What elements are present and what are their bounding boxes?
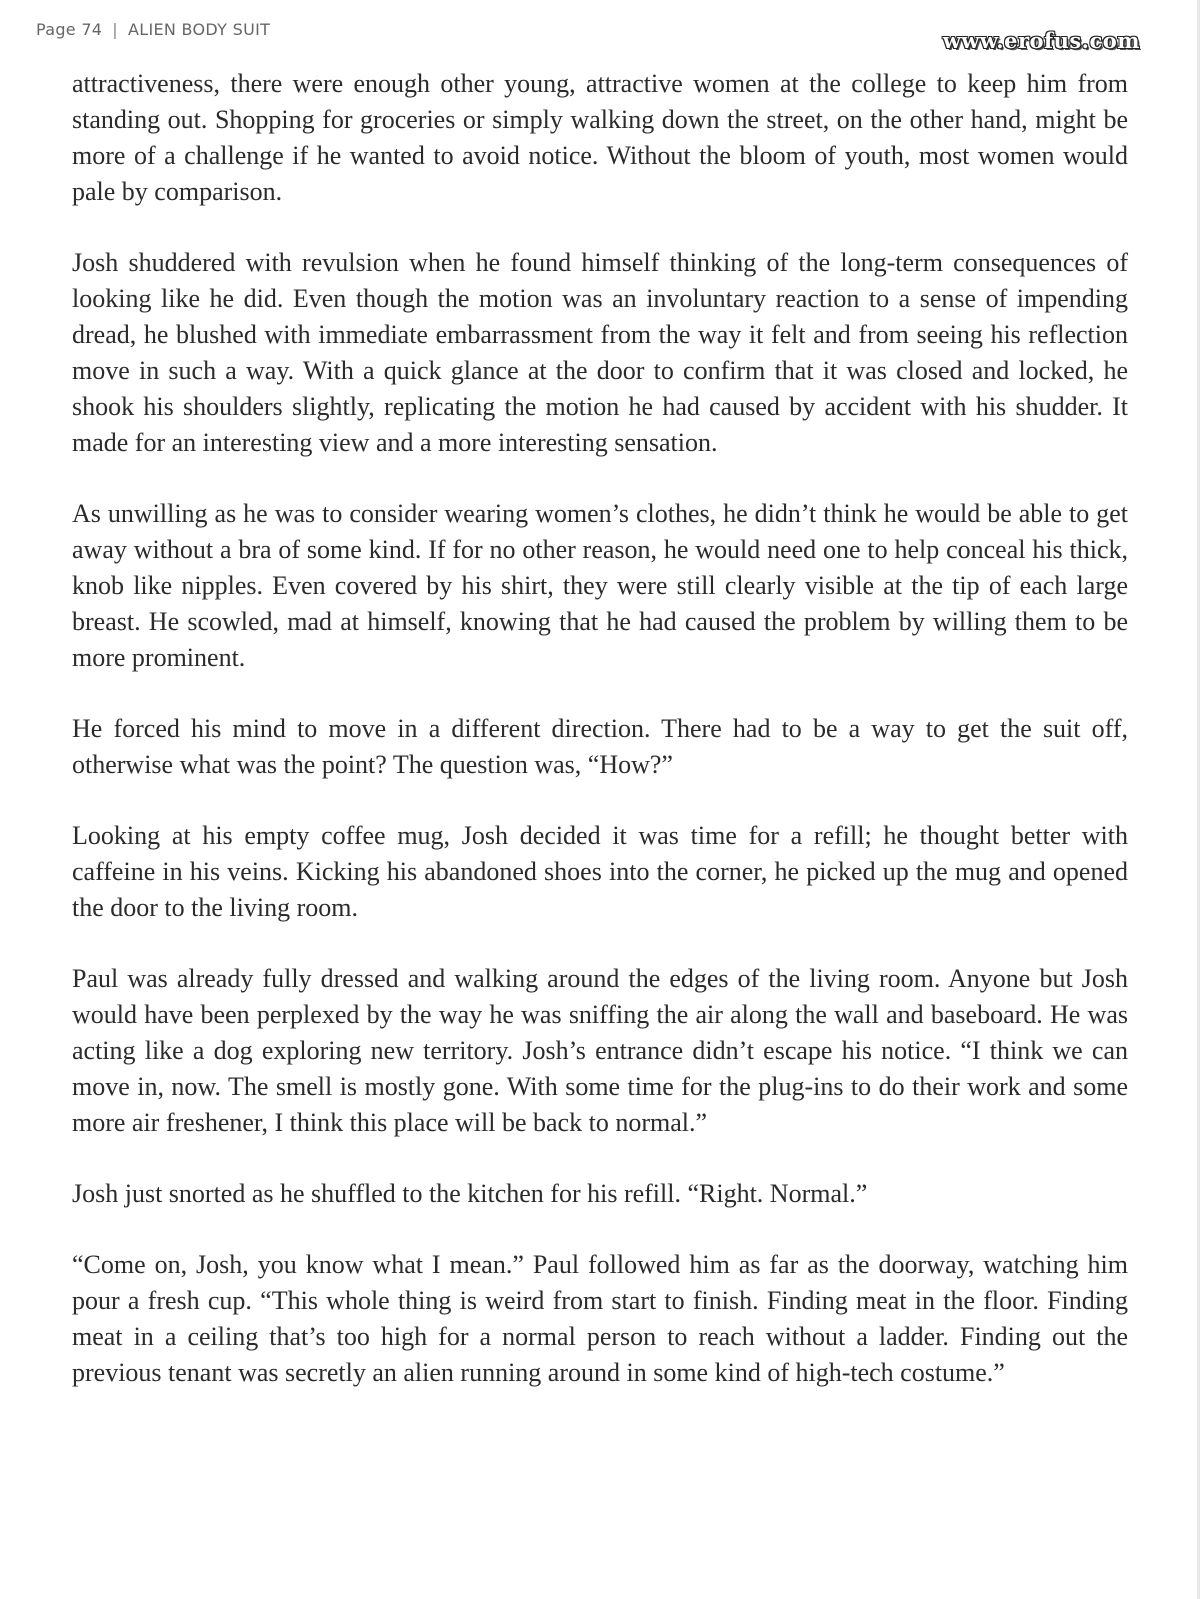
paragraph: Looking at his empty coffee mug, Josh decided it was time for a refill; he thought better with caffeine in his veins. Kicking his abandoned shoes into the corner, he picked up the mug and opened the door to the living room. [72, 821, 1128, 922]
site-watermark: www.erofus.com [942, 28, 1140, 53]
paragraph: attractiveness, there were enough other young, attractive women at the college to keep him from standing out. Shopping for groceries or simply walking down the street, on the other hand, might be more of a challenge if he wanted to avoid notice. Without the bloom of youth, most women would pale by comparison. [72, 69, 1128, 206]
paragraph: He forced his mind to move in a different direction. There had to be a way to get the suit off, otherwise what was the point? The question was, “How?” [72, 714, 1128, 779]
paragraph: Josh shuddered with revulsion when he found himself thinking of the long-term consequences of looking like he did. Even though the motion was an involuntary reaction to a sense of impending dread, he blushed with immediate embarrassment from the way it felt and from seeing his reflection move in such a way. With a quick glance at the door to confirm that it was closed and locked, he shook his shoulders slightly, replicating the motion he had caused by accident with his shudder. It made for an interesting view and a more interesting sensation. [72, 248, 1128, 457]
paragraph: Josh just snorted as he shuffled to the kitchen for his refill. “Right. Normal.” [72, 1179, 868, 1208]
book-title: ALIEN BODY SUIT [127, 20, 271, 39]
paragraph: Paul was already fully dressed and walking around the edges of the living room. Anyone but Josh would have been perplexed by the way he was sniffing the air along the wall and baseboard. He was acting like a dog exploring new territory. Josh’s entrance didn’t escape his notice. “I think we can move in, now. The smell is mostly gone. With some time for the plug-ins to do their work and some more air freshener, I think this place will be back to normal.” [72, 964, 1128, 1137]
paragraph: As unwilling as he was to consider wearing women’s clothes, he didn’t think he would be able to get away without a bra of some kind. If for no other reason, he would need one to help conceal his thick, knob like nipples. Even covered by his shirt, they were still clearly visible at the tip of each large breast. He scowled, mad at himself, knowing that he had caused the problem by willing them to be more prominent. [72, 499, 1128, 672]
body-text [72, 66, 1128, 1426]
paragraph: “Come on, Josh, you know what I mean.” Paul followed him as far as the doorway, watching him pour a fresh cup. “This whole thing is weird from start to finish. Finding meat in the floor. Finding meat in a ceiling that’s too high for a normal person to reach without a ladder. Finding out the previous tenant was secretly an alien running around in some kind of high-tech costume.” [72, 1250, 1128, 1387]
running-header [36, 20, 270, 39]
header-separator: | [112, 20, 118, 39]
page-number: Page 74 [36, 20, 103, 39]
